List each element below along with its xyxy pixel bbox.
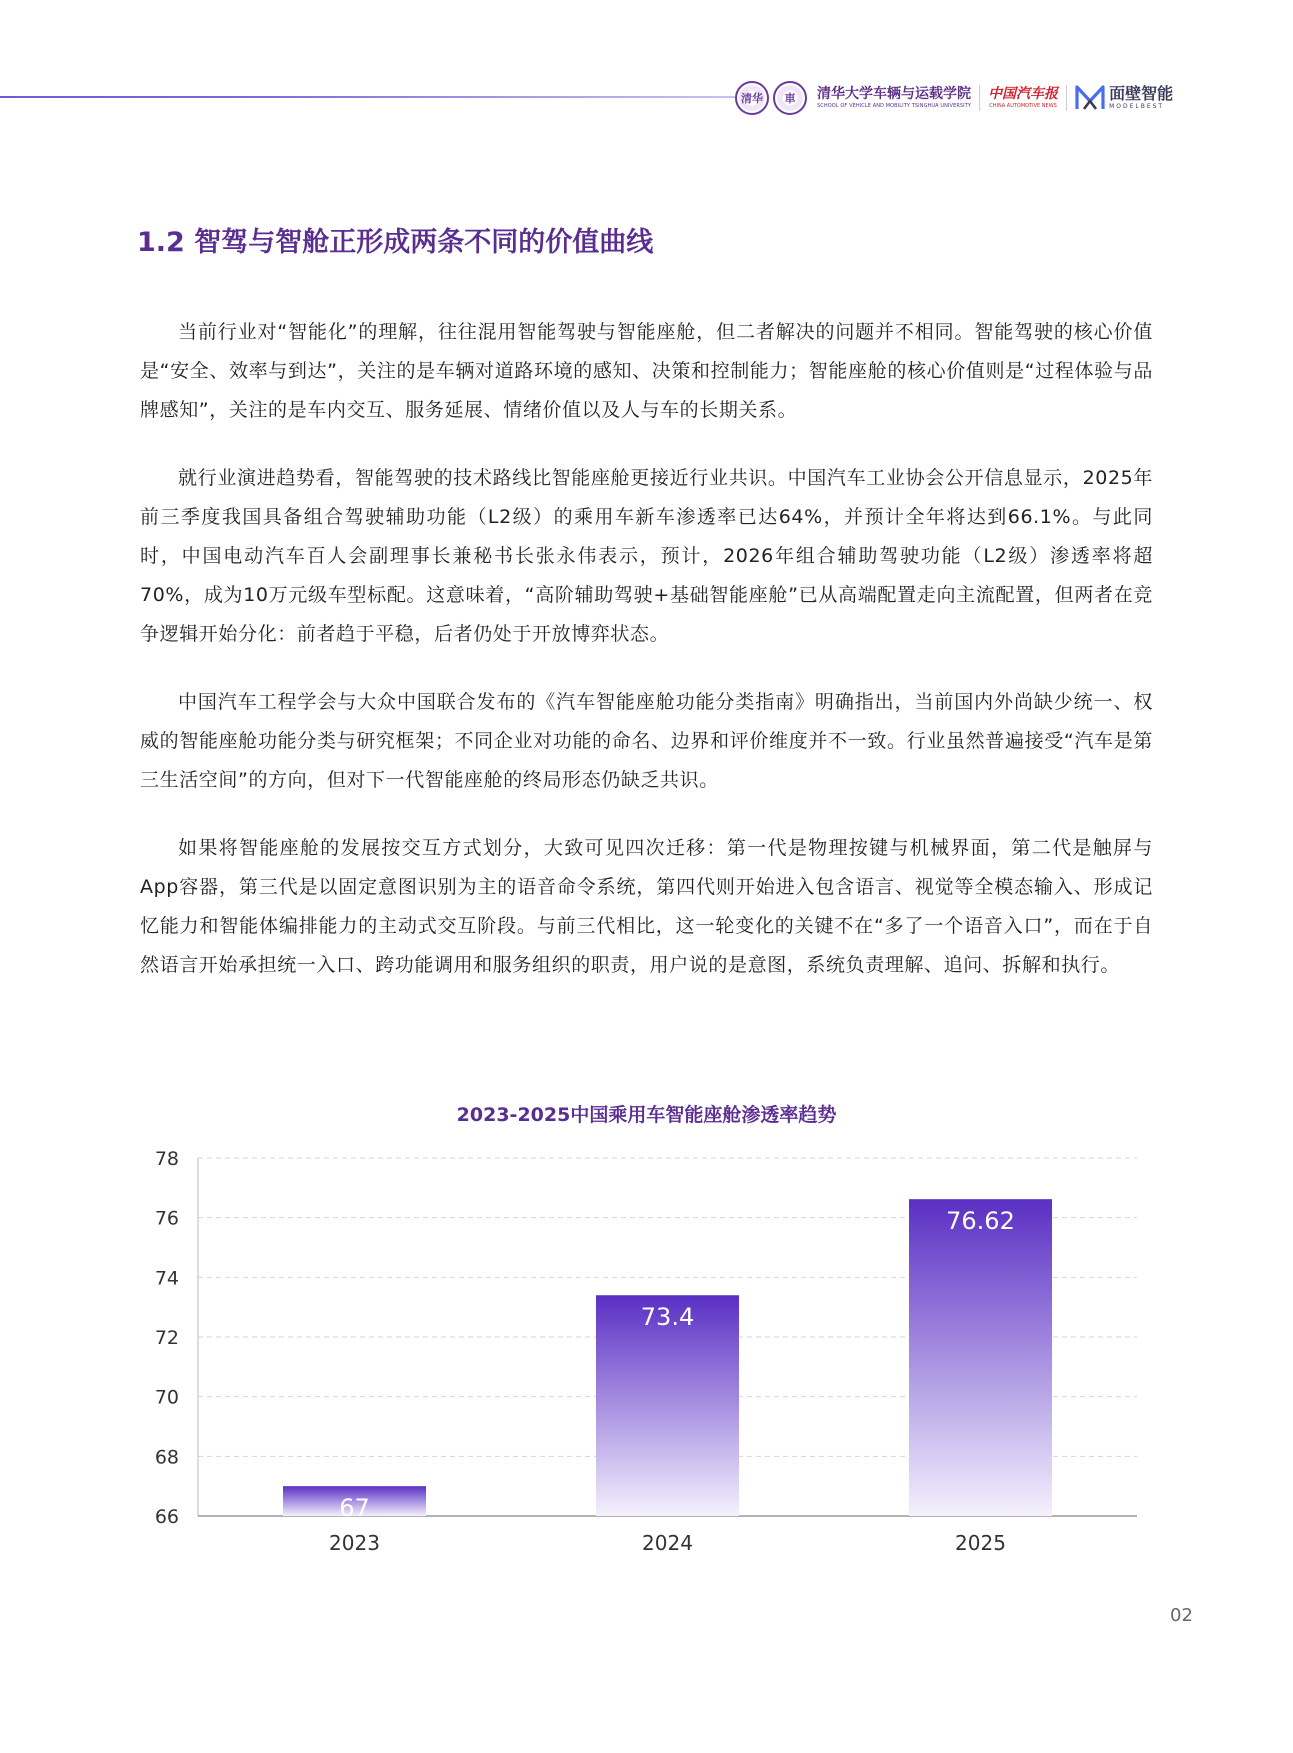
y-tick-label: 74 [154, 1267, 179, 1290]
school-name: 清华大学车辆与运载学院 [817, 86, 971, 102]
paragraph: 中国汽车工程学会与大众中国联合发布的《汽车智能座舱功能分类指南》明确指出，当前国内外尚缺少统一、权威的智能座舱功能分类与研究框架；不同企业对功能的命名、边界和评价维度并不一致。行业虽然普遍接受“汽车是第三生活空间”的方向，但对下一代智能座舱的终局形态仍缺乏共识。 [140, 691, 1153, 791]
y-tick-label: 76 [154, 1207, 179, 1230]
chart-plot [0, 1100, 1293, 1580]
data-label: 73.4 [640, 1303, 695, 1332]
news-name: 中国汽车报 [988, 86, 1059, 102]
y-tick-label: 70 [154, 1386, 179, 1409]
logo-divider [1066, 85, 1067, 111]
y-tick-label: 66 [154, 1506, 179, 1528]
x-tick-label: 2024 [642, 1531, 693, 1555]
section-title: 1.2 智驾与智舱正形成两条不同的价值曲线 [137, 227, 654, 258]
x-tick-label: 2025 [955, 1531, 1006, 1555]
y-tick-label: 72 [154, 1327, 179, 1349]
data-label: 76.62 [946, 1207, 1015, 1236]
modelbest-name-en: MODELBEST [1109, 103, 1165, 110]
news-logo [988, 86, 1058, 110]
y-tick-label: 68 [154, 1446, 179, 1469]
y-tick-label: 78 [154, 1148, 179, 1170]
chart-title: 2023-2025中国乘用车智能座舱渗透率趋势 [456, 1104, 837, 1126]
news-name-en: CHINA AUTOMOTIVE NEWS [989, 103, 1057, 109]
paragraph: 当前行业对“智能化”的理解，往往混用智能驾驶与智能座舱，但二者解决的问题并不相同。智能驾驶的核心价值是“安全、效率与到达”，关注的是车辆对道路环境的感知、决策和控制能力；智能座舱的核心价值则是“过程体验与品牌感知”，关注的是车内交互、服务延展、情绪价值以及人与车的长期关系。 [140, 321, 1153, 421]
data-label: 67 [339, 1494, 370, 1523]
x-tick-label: 2023 [329, 1531, 380, 1555]
vehicle-school-seal-logo: 車 [773, 81, 807, 115]
paragraph: 如果将智能座舱的发展按交互方式划分，大致可见四次迁移：第一代是物理按键与机械界面，第二代是触屏与App容器，第三代是以固定意图识别为主的语音命令系统，第四代则开始进入包含语言、视觉等全模态输入、形成记忆能力和智能体编排能力的主动式交互阶段。与前三代相比，这一轮变化的关键不在“多了一个语音入口”，而在于自然语言开始承担统一入口、跨功能调用和服务组织的职责，用户说的是意图，系统负责理解、追问、拆解和执行。 [140, 837, 1153, 976]
paragraph: 就行业演进趋势看，智能驾驶的技术路线比智能座舱更接近行业共识。中国汽车工业协会公开信息显示，2025年前三季度我国具备组合驾驶辅助功能（L2级）的乘用车新车渗透率已达64%，并预计全年将达到66.1%。与此同时，中国电动汽车百人会副理事长兼秘书长张永伟表示，预计，2026年组合辅助驾驶功能（L2级）渗透率将超70%，成为10万元级车型标配。这意味着，“高阶辅助驾驶+基础智能座舱”已从高端配置走向主流配置，但两者在竞争逻辑开始分化：前者趋于平稳，后者仍处于开放博弈状态。 [140, 467, 1153, 645]
school-logo-text [817, 86, 971, 110]
body-text [140, 313, 1153, 1014]
modelbest-mark-icon [1075, 85, 1105, 111]
bar [909, 1199, 1052, 1516]
logo-divider [979, 85, 980, 111]
penetration-chart [0, 1100, 1293, 1580]
modelbest-name: 面壁智能 [1109, 84, 1174, 103]
modelbest-logo [1075, 85, 1173, 111]
header-rule [0, 96, 735, 98]
header-logos [735, 78, 1173, 118]
school-name-en: SCHOOL OF VEHICLE AND MOBILITY TSINGHUA UNIVERSITY [817, 103, 972, 109]
tsinghua-seal-logo: 清华 [735, 81, 769, 115]
page-number: 02 [1170, 1605, 1193, 1626]
